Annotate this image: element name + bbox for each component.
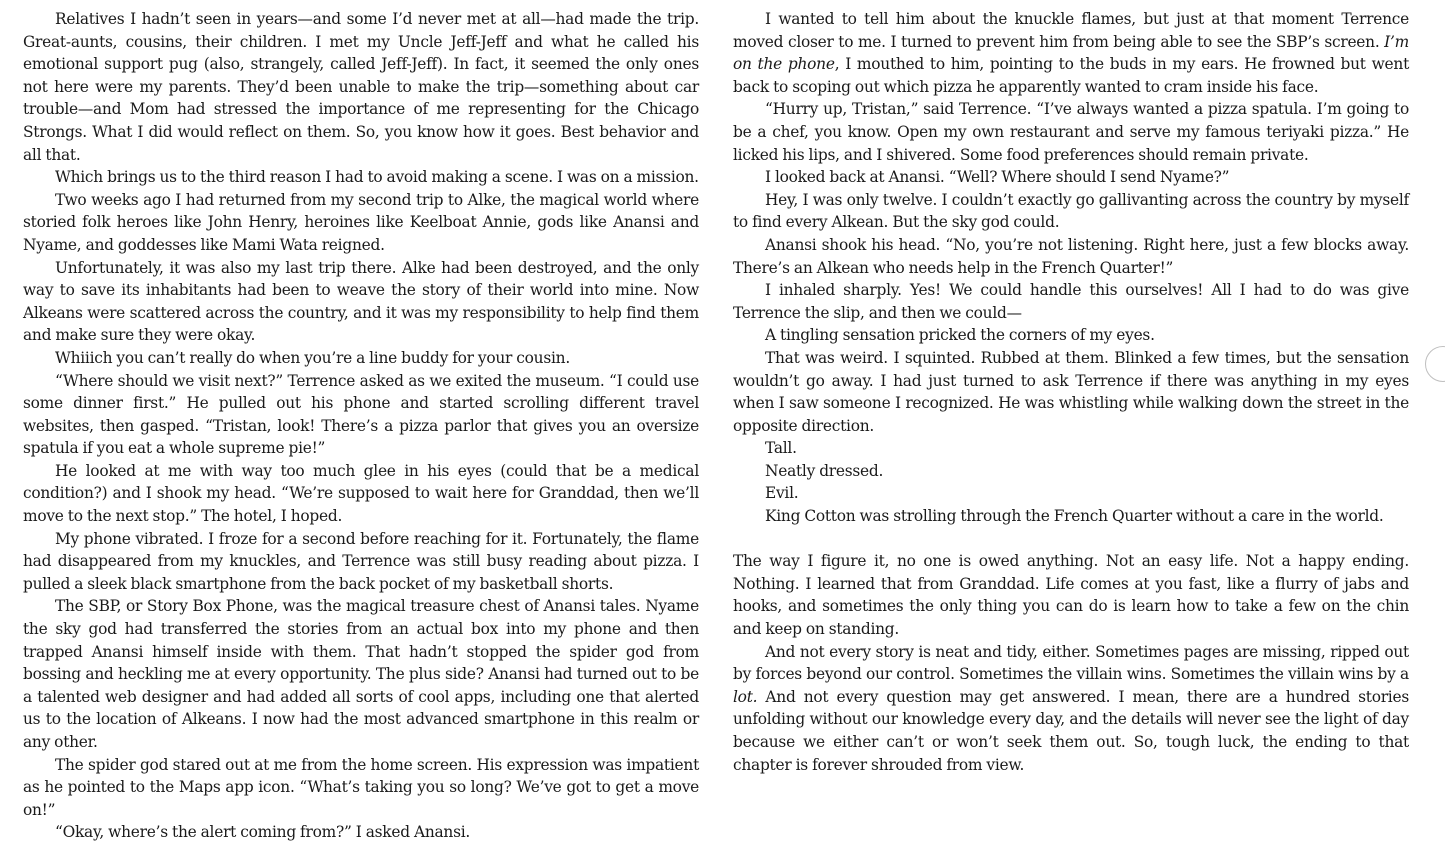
paragraph-text: , I mouthed to him, pointing to the buds in my ears. He frowned but went back to scoping out which pizza he apparently wanted to cram inside his face. (733, 55, 1410, 96)
left-page (23, 8, 699, 844)
paragraph: Evil. (765, 484, 799, 503)
paragraph-text: I wanted to tell him about the knuckle flames, but just at that moment Terrence moved closer to me. I turned to prevent him from being able to see the SBP’s screen. (733, 10, 1409, 51)
paragraph: That was weird. I squinted. Rubbed at them. Blinked a few times, but the sensation wouldn’t go away. I had just turned to ask Terrence if there was anything in my eyes when I saw someone I recognized. He was whistling while walking down the street in the opposite direction. (733, 348, 1409, 435)
paragraph: King Cotton was strolling through the French Quarter without a care in the world. (765, 507, 1384, 526)
paragraph: Hey, I was only twelve. I couldn’t exactly go gallivanting across the country by myself to find every Alkean. But the sky god could. (733, 190, 1409, 232)
paragraph: “Hurry up, Tristan,” said Terrence. “I’ve always wanted a pizza spatula. I’m going to be a chef, you know. Open my own restaurant and serve my famous teriyaki pizza.” He licked his lips, and I shivered. Some food preferences should remain private. (733, 100, 1409, 164)
paragraph (733, 8, 1409, 98)
paragraph: I inhaled sharply. Yes! We could handle this ourselves! All I had to do was give Terrence the slip, and then we could— (733, 281, 1409, 322)
paragraph: “Where should we visit next?” Terrence asked as we exited the museum. “I could use some dinner first.” He pulled out his phone and started scrolling different travel websites, then gasped. “Tristan, look! There’s a pizza parlor that gives you an oversize spatula if you eat a whole supreme pie!” (23, 371, 699, 458)
page-turn-button[interactable] (1425, 346, 1445, 382)
paragraph: I looked back at Anansi. “Well? Where should I send Nyame?” (765, 168, 1230, 187)
paragraph-text: And not every story is neat and tidy, either. Sometimes pages are missing, ripped out by forces beyond our control. Sometimes the villain wins. Sometimes the villain wins by a (733, 642, 1409, 684)
paragraph: The spider god stared out at me from the home screen. His expression was impatient as he pointed to the Maps app icon. “What’s taking you so long? We’ve got to get a move on!” (23, 755, 699, 819)
paragraph: Neatly dressed. (765, 461, 884, 480)
paragraph-text: And not every question may get answered. I mean, there are a hundred stories unfolding without our knowledge every day, and the details will never see the light of day because we either can’t or won’t seek them out. So, tough luck, the ending to that chapter is forever shrouded from view. (733, 687, 1409, 774)
paragraph: Which brings us to the third reason I had to avoid making a scene. I was on a mission. (55, 168, 699, 187)
section-paragraph: The way I figure it, no one is owed anything. Not an easy life. Not a happy ending. Nothing. I learned that from Granddad. Life comes at you fast, like a flurry of jabs and hooks, and sometimes the only thing you can do is learn how to take a few on the chin and keep on standing. (733, 552, 1409, 639)
paragraph: The SBP, or Story Box Phone, was the magical treasure chest of Anansi tales. Nyame the sky god had transferred the stories from an actual box into my phone and then trapped Anansi himself inside with them. That hadn’t stopped the spider god from bossing and heckling me at every opportunity. The plus side? Anansi had turned out to be a talented web designer and had added all sorts of cool apps, including one that alerted us to the location of Alkeans. I now had the most advanced smartphone in this realm or any other. (23, 597, 699, 751)
paragraph: He looked at me with way too much glee in his eyes (could that be a medical condition?) and I shook my head. “We’re supposed to wait here for Granddad, then we’ll move to the next stop.” The hotel, I hoped. (23, 461, 699, 526)
italic-phrase: lot. (733, 687, 758, 706)
paragraph: My phone vibrated. I froze for a second before reaching for it. Fortunately, the flame had disappeared from my knuckles, and Terrence was still busy reading about pizza. I pulled a sleek black smartphone from the back pocket of my basketball shorts. (23, 529, 699, 593)
paragraph: A tingling sensation pricked the corners of my eyes. (765, 326, 1155, 345)
paragraph: Relatives I hadn’t seen in years—and some I’d never met at all—had made the trip. Great-aunts, cousins, their children. I met my Uncle Jeff-Jeff and what he called his emotional support pug (also, strangely, called Jeff-Jeff). In fact, it seemed the only ones not here were my parents. They’d been unable to make the trip—something about car trouble—and Mom had stressed the importance of me representing for the Chicago Strongs. What I did would reflect on them. So, you know how it goes. Best behavior and all that. (23, 10, 699, 164)
paragraph: “Okay, where’s the alert coming from?” I asked Anansi. (55, 823, 471, 842)
paragraph: Anansi shook his head. “No, you’re not listening. Right here, just a few blocks away. There’s an Alkean who needs help in the French Quarter!” (733, 235, 1409, 277)
paragraph: Two weeks ago I had returned from my second trip to Alke, the magical world where storied folk heroes like John Henry, heroines like Keelboat Annie, gods like Anansi and Nyame, and goddesses like Mami Wata reigned. (23, 190, 699, 254)
paragraph: Whiiich you can’t really do when you’re a line buddy for your cousin. (55, 348, 570, 367)
italic-phrase: I’m on the phone (733, 32, 1409, 74)
paragraph (733, 641, 1409, 777)
paragraph: Tall. (765, 439, 797, 458)
right-page (733, 8, 1409, 776)
paragraph: Unfortunately, it was also my last trip there. Alke had been destroyed, and the only way to save its inhabitants had been to weave the story of their world into mine. Now Alkeans were scattered across the country, and it was my responsibility to help find them and make sure they were okay. (23, 258, 699, 345)
